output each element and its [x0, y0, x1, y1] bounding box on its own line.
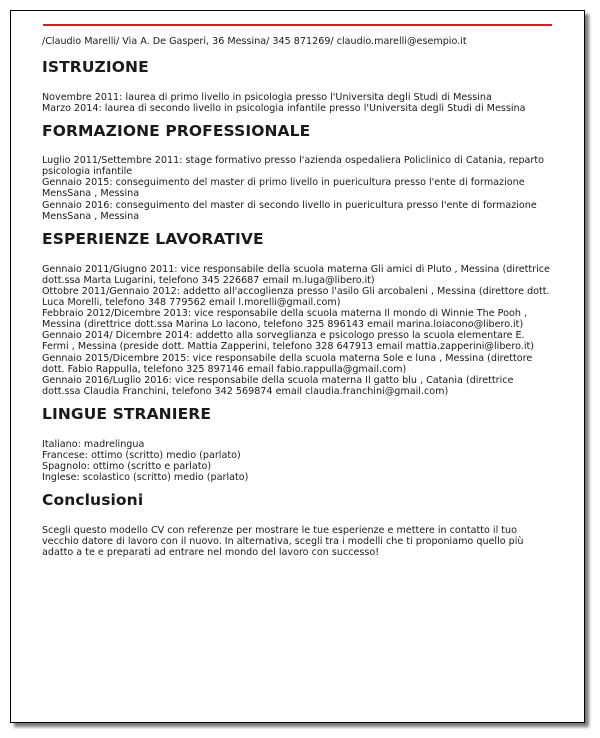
section-line: Gennaio 2011/Giugno 2011: vice responsabile della scuola materna Gli amici di Pluto , Messina (direttrice dott.ssa Marta Lugarini, telefono 345 226687 email m.luga@libero.it): [42, 263, 550, 286]
cv-content: [42, 36, 552, 559]
section-title-lingue: LINGUE STRANIERE: [42, 404, 212, 423]
section-line: Italiano: madrelingua: [42, 438, 145, 450]
section-line: Ottobre 2011/Gennaio 2012: addetto all'accoglienza presso l'asilo Gli arcobaleni , Messina (direttore dott. Luca Morelli, telefono 348 779562 email l.morelli@gmail.com): [42, 285, 550, 309]
section-line: Gennaio 2015/Dicembre 2015: vice responsabile della scuola materna Sole e luna , Messina (direttore dott. Fabio Rappulla, telefono 325 897146 email fabio.rappulla@gmail.com): [42, 352, 533, 375]
section-body-istruzione: [42, 92, 552, 114]
section-line: Gennaio 2014/ Dicembre 2014: addetto alla sorveglianza e psicologo presso la scuola elementare E. Fermi , Messina (preside dott. Mattia Zapperini, telefono 328 647913 email mattia.zapperini@libero.it): [42, 330, 534, 353]
section-title-conclusioni: Conclusioni: [42, 491, 144, 510]
section-line: Scegli questo modello CV con referenze per mostrare le tue esperienze e mettere in contatto il tuo vecchio datore di lavoro con il nuovo. In alternativa, scegli tra i modelli che ti proponiamo quello più adatto a te e preparati ad entrare nel mondo del lavoro con successo!: [42, 525, 524, 559]
section-line: Novembre 2011: laurea di primo livello in psicologia presso l'Universita degli Studi di Messina: [42, 92, 492, 103]
section-title-esperienze: ESPERIENZE LAVORATIVE: [42, 229, 264, 248]
section-body-lingue: [42, 439, 552, 483]
section-line: Spagnolo: ottimo (scritto e parlato): [42, 461, 212, 473]
section-line: Luglio 2011/Settembre 2011: stage formativo presso l'azienda ospedaliera Policlinico di Catania, reparto psicologia infantile: [42, 155, 545, 178]
section-line: Inglese: scolastico (scritto) medio (parlato): [42, 472, 249, 484]
section-body-esperienze: [42, 264, 552, 397]
section-line: Marzo 2014: laurea di secondo livello in psicologia infantile presso l'Universita degli Studi di Messina: [42, 103, 526, 115]
section-body-conclusioni: [42, 525, 552, 558]
section-title-istruzione: ISTRUZIONE: [42, 58, 149, 76]
section-line: Gennaio 2015: conseguimento del master di primo livello in puericultura presso l'ente di formazione MensSana , Messina: [42, 177, 525, 200]
section-line: Gennaio 2016: conseguimento del master di secondo livello in puericultura presso l'ente di formazione MensSana , Messina: [42, 199, 537, 222]
header-divider: [43, 24, 552, 26]
contact-line: /Claudio Marelli/ Via A. De Gasperi, 36 Messina/ 345 871269/ claudio.marelli@esempio.it: [42, 36, 467, 47]
section-line: Francese: ottimo (scritto) medio (parlato): [42, 449, 241, 461]
section-title-formazione: FORMAZIONE PROFESSIONALE: [42, 122, 311, 141]
section-line: Gennaio 2016/Luglio 2016: vice responsabile della scuola materna Il gatto blu , Catania (direttrice dott.ssa Claudia Franchini, telefono 342 569874 email claudia.franchini@gmail.com): [42, 374, 514, 397]
section-line: Febbraio 2012/Dicembre 2013: vice responsabile della scuola materna Il mondo di Winnie The Pooh , Messina (direttrice dott.ssa Marina Lo Iacono, telefono 325 896143 email marina.loiacono@libero.it): [42, 308, 528, 331]
section-body-formazione: [42, 155, 552, 222]
